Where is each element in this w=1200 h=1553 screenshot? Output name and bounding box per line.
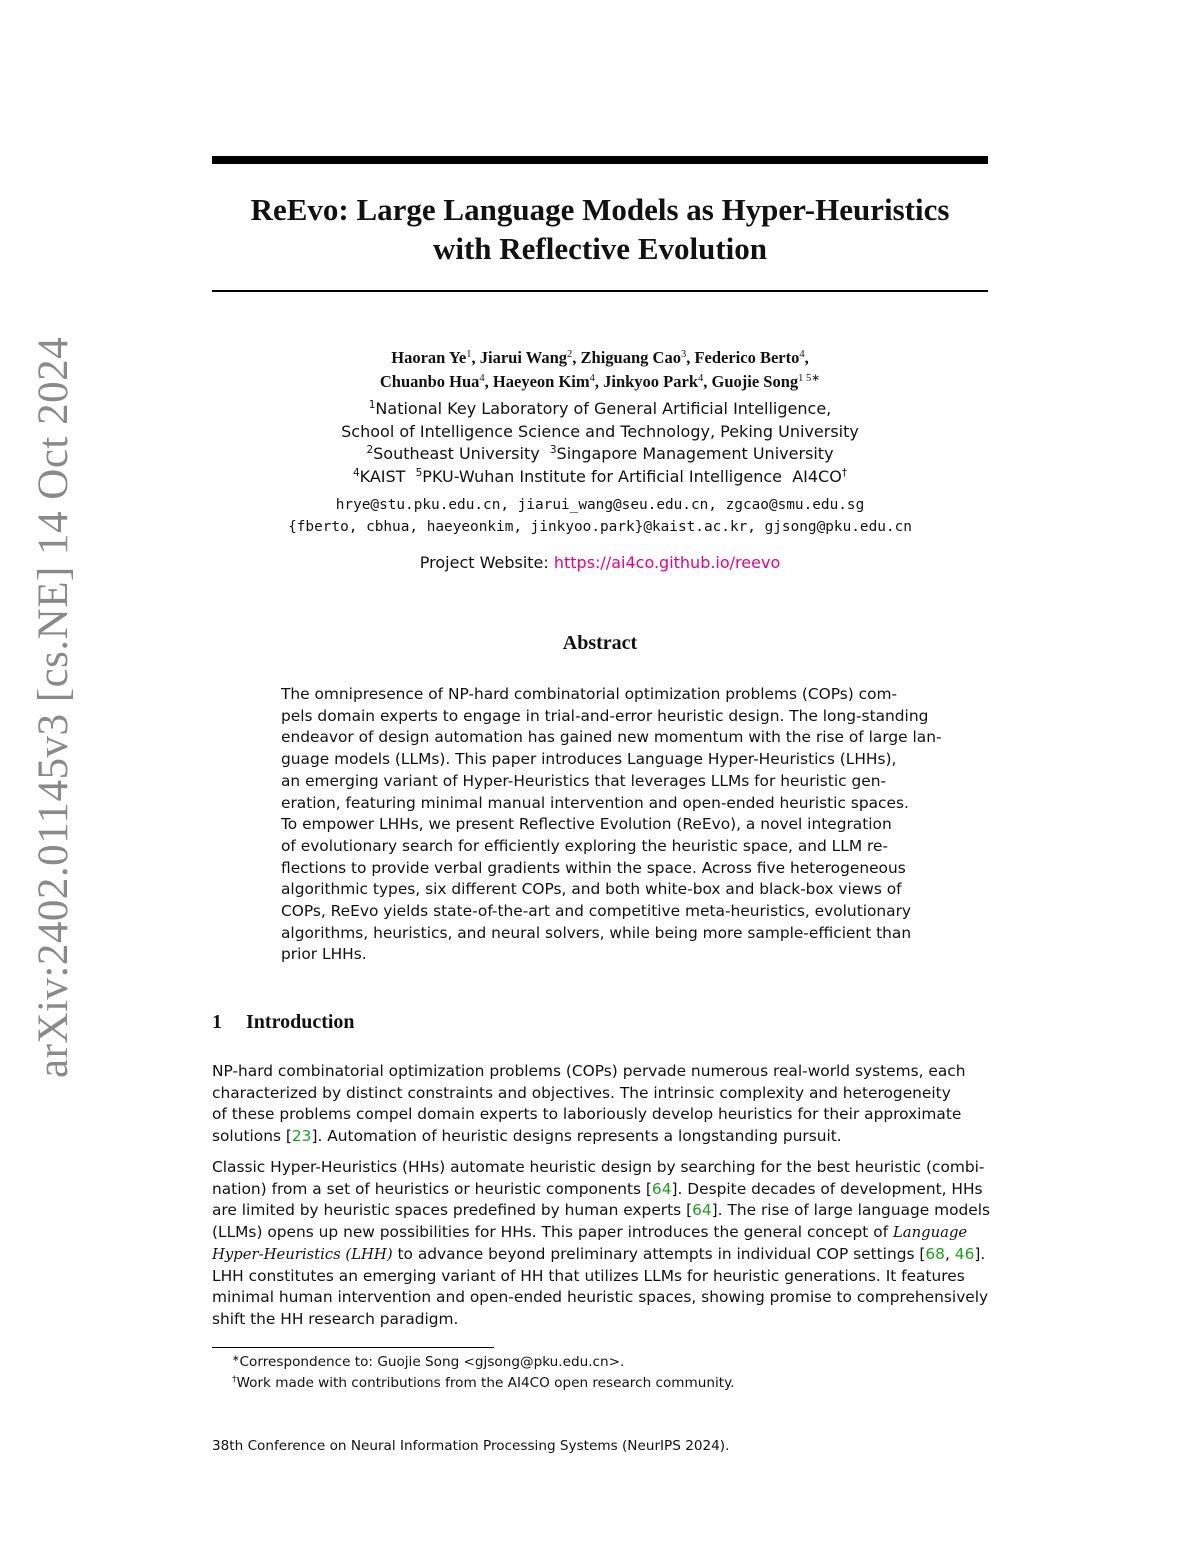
- text-run: nation) from a set of heuristics or heuristic components [: [212, 1179, 652, 1198]
- affiliation-text: National Key Laboratory of General Artificial Intelligence,: [375, 399, 832, 418]
- email-line-1: hrye@stu.pku.edu.cn, jiarui_wang@seu.edu.cn, zgcao@smu.edu.sg: [335, 497, 865, 513]
- author-affil-mark: 3: [680, 349, 687, 360]
- author-emails: [212, 494, 988, 538]
- author-separator: ,: [686, 348, 695, 367]
- author-affil-mark: 1 5∗: [798, 373, 821, 384]
- website-link[interactable]: https://ai4co.github.io/reevo: [553, 553, 781, 572]
- title-bottom-rule: [212, 290, 988, 292]
- affil-mark: †: [841, 466, 848, 479]
- abstract-line: prior LHHs.: [281, 945, 367, 964]
- paragraph-line: NP-hard combinatorial optimization problems (COPs) pervade numerous real-world systems, each: [212, 1062, 966, 1080]
- section-number: 1: [212, 1011, 222, 1033]
- abstract-line: flections to provide verbal gradients within the space. Across five heterogeneous: [281, 858, 906, 877]
- emphasis-term: Language: [892, 1224, 968, 1242]
- affiliation-text: PKU-Wuhan Institute for Artificial Intelligence AI4CO: [422, 466, 842, 486]
- citation-link[interactable]: 68: [925, 1244, 945, 1263]
- abstract-heading: Abstract: [562, 632, 638, 654]
- paragraph-line: LHH constitutes an emerging variant of HH that utilizes LLMs for heuristic generations. It features: [212, 1266, 965, 1285]
- website-label: Project Website:: [419, 553, 554, 572]
- author-separator: ,: [804, 348, 809, 367]
- author-name: Jiarui Wang: [479, 348, 568, 367]
- author-affil-mark: 4: [799, 349, 805, 360]
- author-affil-mark: 4: [698, 373, 704, 384]
- abstract-line: pels domain experts to engage in trial-and-error heuristic design. The long-standing: [281, 706, 929, 725]
- footnote-mark: ∗: [232, 1354, 240, 1364]
- text-run: solutions [: [212, 1127, 292, 1146]
- footnote-rule: [212, 1347, 494, 1348]
- affil-mark: 2: [366, 444, 374, 456]
- paper-title: [212, 190, 988, 268]
- affiliation-line-1: [212, 398, 988, 421]
- email-line-2: {fberto, cbhua, haeyeonkim, jinkyoo.park}@kaist.ac.kr, gjsong@pku.edu.cn: [288, 519, 912, 535]
- abstract-line: an emerging variant of Hyper-Heuristics that leverages LLMs for heuristic gen-: [281, 771, 887, 790]
- paragraph-line: Classic Hyper-Heuristics (HHs) automate heuristic design by searching for the best heuristic (combi-: [212, 1158, 985, 1176]
- conference-note: 38th Conference on Neural Information Processing Systems (NeurIPS 2024).: [212, 1438, 730, 1454]
- intro-paragraph-2: [212, 1157, 991, 1331]
- abstract-line: guage models (LLMs). This paper introduces Language Hyper-Heuristics (LHHs),: [281, 750, 897, 769]
- paragraph-line: characterized by distinct constraints and objectives. The intrinsic complexity and heterogeneity: [212, 1083, 951, 1102]
- author-list: [212, 346, 988, 394]
- abstract-line: The omnipresence of NP-hard combinatorial optimization problems (COPs) com-: [281, 685, 898, 703]
- abstract-line: algorithms, heuristics, and neural solvers, while being more sample-efficient than: [281, 923, 912, 942]
- abstract-line: To empower LHHs, we present Reflective Evolution (ReEvo), a novel integration: [281, 815, 892, 834]
- affil-mark: 5: [415, 466, 423, 479]
- citation-link[interactable]: 46: [954, 1244, 975, 1263]
- abstract-line: eration, featuring minimal manual intervention and open-ended heuristic spaces.: [281, 793, 909, 812]
- affiliation-line-4: [212, 466, 988, 489]
- text-run: ]. The rise of large language models: [711, 1201, 991, 1220]
- affiliation-line-2: School of Intelligence Science and Technology, Peking University: [341, 421, 859, 441]
- footnote-contribution: [232, 1373, 992, 1394]
- paragraph-line: [212, 1200, 991, 1222]
- author-name: Haoran Ye: [391, 348, 467, 367]
- affiliations: [212, 398, 988, 488]
- affiliation-text: KAIST: [359, 466, 416, 486]
- affil-mark: 3: [549, 444, 557, 456]
- abstract-body: [281, 684, 942, 966]
- author-affil-mark: 2: [567, 349, 573, 360]
- title-top-rule: [212, 156, 988, 164]
- author-line-2: [212, 370, 988, 394]
- text-run: ,: [944, 1244, 955, 1263]
- paragraph-line: shift the HH research paradigm.: [212, 1309, 459, 1328]
- author-separator: ,: [594, 372, 604, 391]
- author-name: Guojie Song: [711, 372, 799, 391]
- author-separator: ,: [572, 348, 581, 367]
- abstract-line: of evolutionary search for efficiently exploring the heuristic space, and LLM re-: [281, 836, 888, 855]
- affil-mark: 1: [368, 399, 376, 411]
- section-heading-introduction: [212, 1009, 355, 1035]
- intro-paragraph-1: [212, 1061, 988, 1148]
- footnotes: [232, 1352, 992, 1394]
- footnote-text: Correspondence to: Guojie Song <gjsong@pku.edu.cn>.: [239, 1354, 625, 1370]
- author-separator: ,: [484, 372, 493, 391]
- text-run: ]. Automation of heuristic designs represents a longstanding pursuit.: [311, 1127, 842, 1146]
- author-name: Federico Berto: [694, 348, 800, 367]
- paragraph-line: [212, 1222, 988, 1244]
- emphasis-term: Hyper-Heuristics (LHH): [212, 1245, 393, 1263]
- text-run: (LLMs) opens up new possibilities for HHs. This paper introduces the general concept of: [212, 1223, 893, 1242]
- abstract-line: COPs, ReEvo yields state-of-the-art and competitive meta-heuristics, evolutionary: [281, 902, 912, 921]
- arxiv-side-stamp: arXiv:2402.01145v3 [cs.NE] 14 Oct 2024: [30, 336, 77, 1078]
- title-line-1: ReEvo: Large Language Models as Hyper-Heuristics: [250, 192, 950, 227]
- author-name: Chuanbo Hua: [379, 372, 480, 391]
- abstract-line: algorithmic types, six different COPs, and both white-box and black-box views of: [281, 880, 902, 899]
- author-name: Jinkyoo Park: [603, 372, 699, 391]
- text-run: ].: [974, 1244, 986, 1263]
- paragraph-line: minimal human intervention and open-ended heuristic spaces, showing promise to comprehensively: [212, 1288, 989, 1307]
- citation-link[interactable]: 64: [651, 1179, 672, 1198]
- text-run: to advance beyond preliminary attempts in individual COP settings [: [392, 1244, 926, 1263]
- affiliation-text: Singapore Management University: [556, 444, 834, 463]
- project-website: [212, 552, 988, 574]
- footnote-text: Work made with contributions from the AI4CO open research community.: [236, 1375, 735, 1391]
- author-separator: ,: [703, 372, 712, 391]
- author-line-1: [212, 346, 988, 370]
- title-line-2: with Reflective Evolution: [432, 231, 768, 266]
- text-run: are limited by heuristic spaces predefined by human experts [: [212, 1201, 693, 1220]
- paragraph-line: [212, 1179, 988, 1201]
- affil-mark: 4: [352, 466, 360, 479]
- author-affil-mark: 1: [466, 349, 472, 360]
- author-affil-mark: 4: [589, 373, 595, 384]
- paragraph-line: [212, 1244, 988, 1266]
- author-name: Haeyeon Kim: [492, 372, 590, 391]
- citation-link[interactable]: 23: [291, 1127, 312, 1146]
- author-affil-mark: 4: [479, 373, 485, 384]
- paragraph-line: [212, 1126, 988, 1148]
- text-run: ]. Despite decades of development, HHs: [671, 1179, 983, 1198]
- footnote-correspondence: [232, 1352, 992, 1373]
- affiliation-text: Southeast University: [373, 444, 550, 463]
- abstract-line: endeavor of design automation has gained new momentum with the rise of large lan-: [281, 728, 942, 747]
- author-separator: ,: [471, 348, 480, 367]
- affiliation-line-3: [212, 443, 988, 466]
- section-title: Introduction: [246, 1011, 355, 1033]
- citation-link[interactable]: 64: [692, 1201, 712, 1220]
- paragraph-line: of these problems compel domain experts to laboriously develop heuristics for their approximate: [212, 1105, 962, 1124]
- footnote-mark: †: [232, 1375, 237, 1385]
- author-name: Zhiguang Cao: [580, 348, 681, 367]
